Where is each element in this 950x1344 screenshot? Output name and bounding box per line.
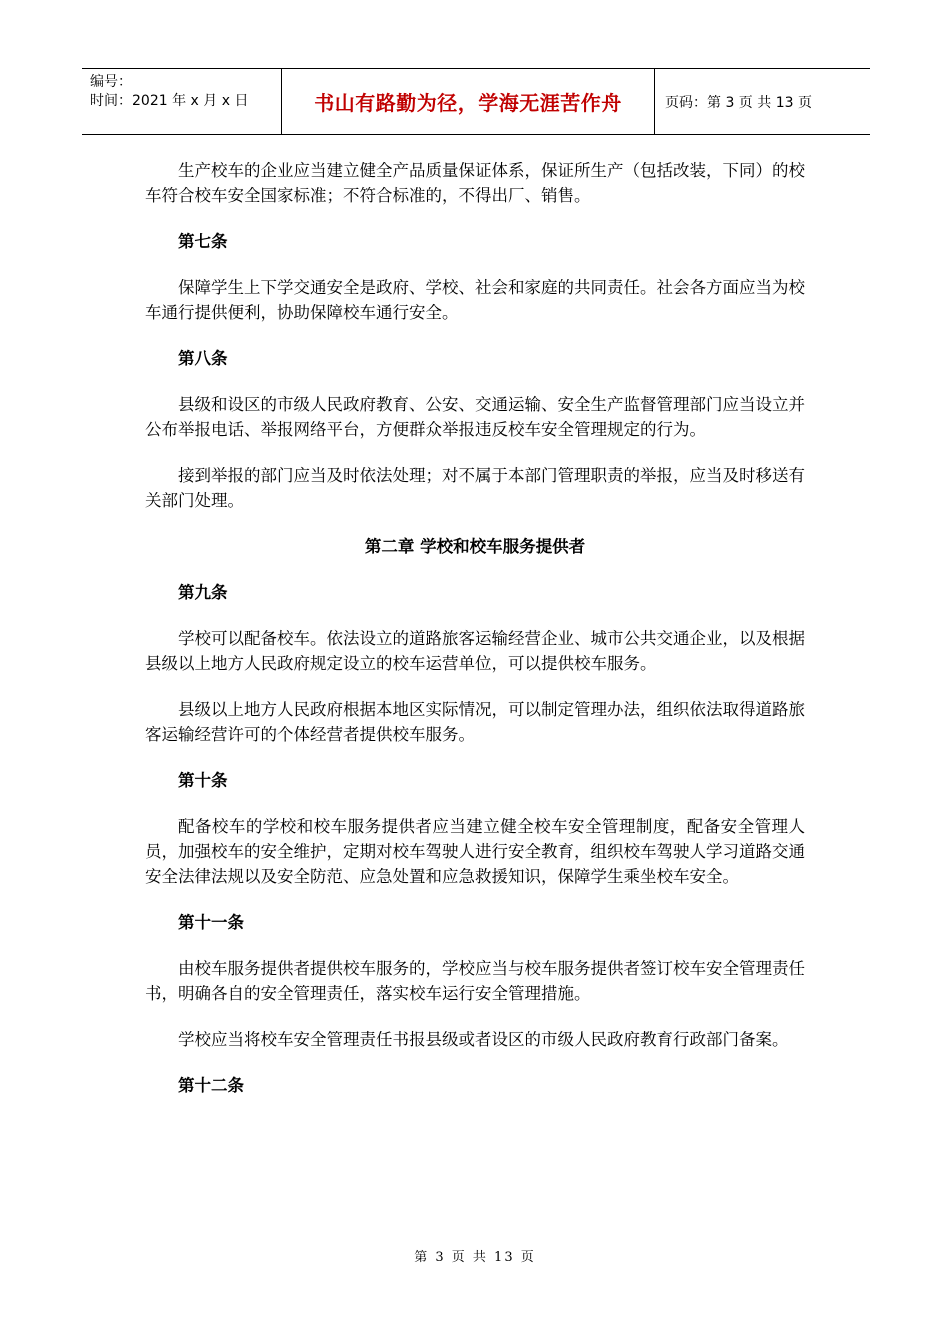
paragraph: 县级以上地方人民政府根据本地区实际情况，可以制定管理办法，组织依法取得道路旅客运输经营许可的个体经营者提供校车服务。: [145, 700, 805, 744]
paragraph: 学校可以配备校车。依法设立的道路旅客运输经营企业、城市公共交通企业，以及根据县级以上地方人民政府规定设立的校车运营单位，可以提供校车服务。: [145, 629, 805, 673]
document-body: [145, 158, 805, 1119]
paragraph: 保障学生上下学交通安全是政府、学校、社会和家庭的共同责任。社会各方面应当为校车通行提供便利，协助保障校车通行安全。: [145, 278, 805, 322]
page-footer: 第 3 页 共 13 页: [414, 1250, 536, 1265]
article-heading: 第八条: [178, 349, 228, 368]
article-heading: 第十条: [178, 771, 228, 790]
article-heading: 第七条: [178, 232, 228, 251]
chapter-heading: 第二章 学校和校车服务提供者: [364, 537, 586, 556]
paragraph: 由校车服务提供者提供校车服务的，学校应当与校车服务提供者签订校车安全管理责任书，明确各自的安全管理责任，落实校车运行安全管理措施。: [145, 959, 805, 1003]
header-motto: 书山有路勤为径，学海无涯苦作舟: [282, 69, 655, 134]
article-heading: 第十二条: [178, 1076, 244, 1095]
document-number-label: 编号：: [90, 74, 132, 90]
paragraph: 配备校车的学校和校车服务提供者应当建立健全校车安全管理制度，配备安全管理人员，加强校车的安全维护，定期对校车驾驶人进行安全教育，组织校车驾驶人学习道路交通安全法律法规以及安全防范、应急处置和应急救援知识，保障学生乘坐校车安全。: [145, 817, 805, 886]
header-meta: [82, 69, 282, 134]
paragraph: 生产校车的企业应当建立健全产品质量保证体系，保证所生产（包括改装，下同）的校车符合校车安全国家标准；不符合标准的，不得出厂、销售。: [145, 161, 805, 205]
header-page-info: 页码：第 3 页 共 13 页: [665, 94, 812, 111]
paragraph: 学校应当将校车安全管理责任书报县级或者设区的市级人民政府教育行政部门备案。: [178, 1030, 789, 1049]
page-header: [82, 68, 870, 135]
paragraph: 接到举报的部门应当及时依法处理；对不属于本部门管理职责的举报，应当及时移送有关部门处理。: [145, 466, 805, 510]
paragraph: 县级和设区的市级人民政府教育、公安、交通运输、安全生产监督管理部门应当设立并公布举报电话、举报网络平台，方便群众举报违反校车安全管理规定的行为。: [145, 395, 805, 439]
document-date-label: 时间：2021 年 x 月 x 日: [90, 93, 249, 109]
article-heading: 第十一条: [178, 913, 244, 932]
article-heading: 第九条: [178, 583, 228, 602]
